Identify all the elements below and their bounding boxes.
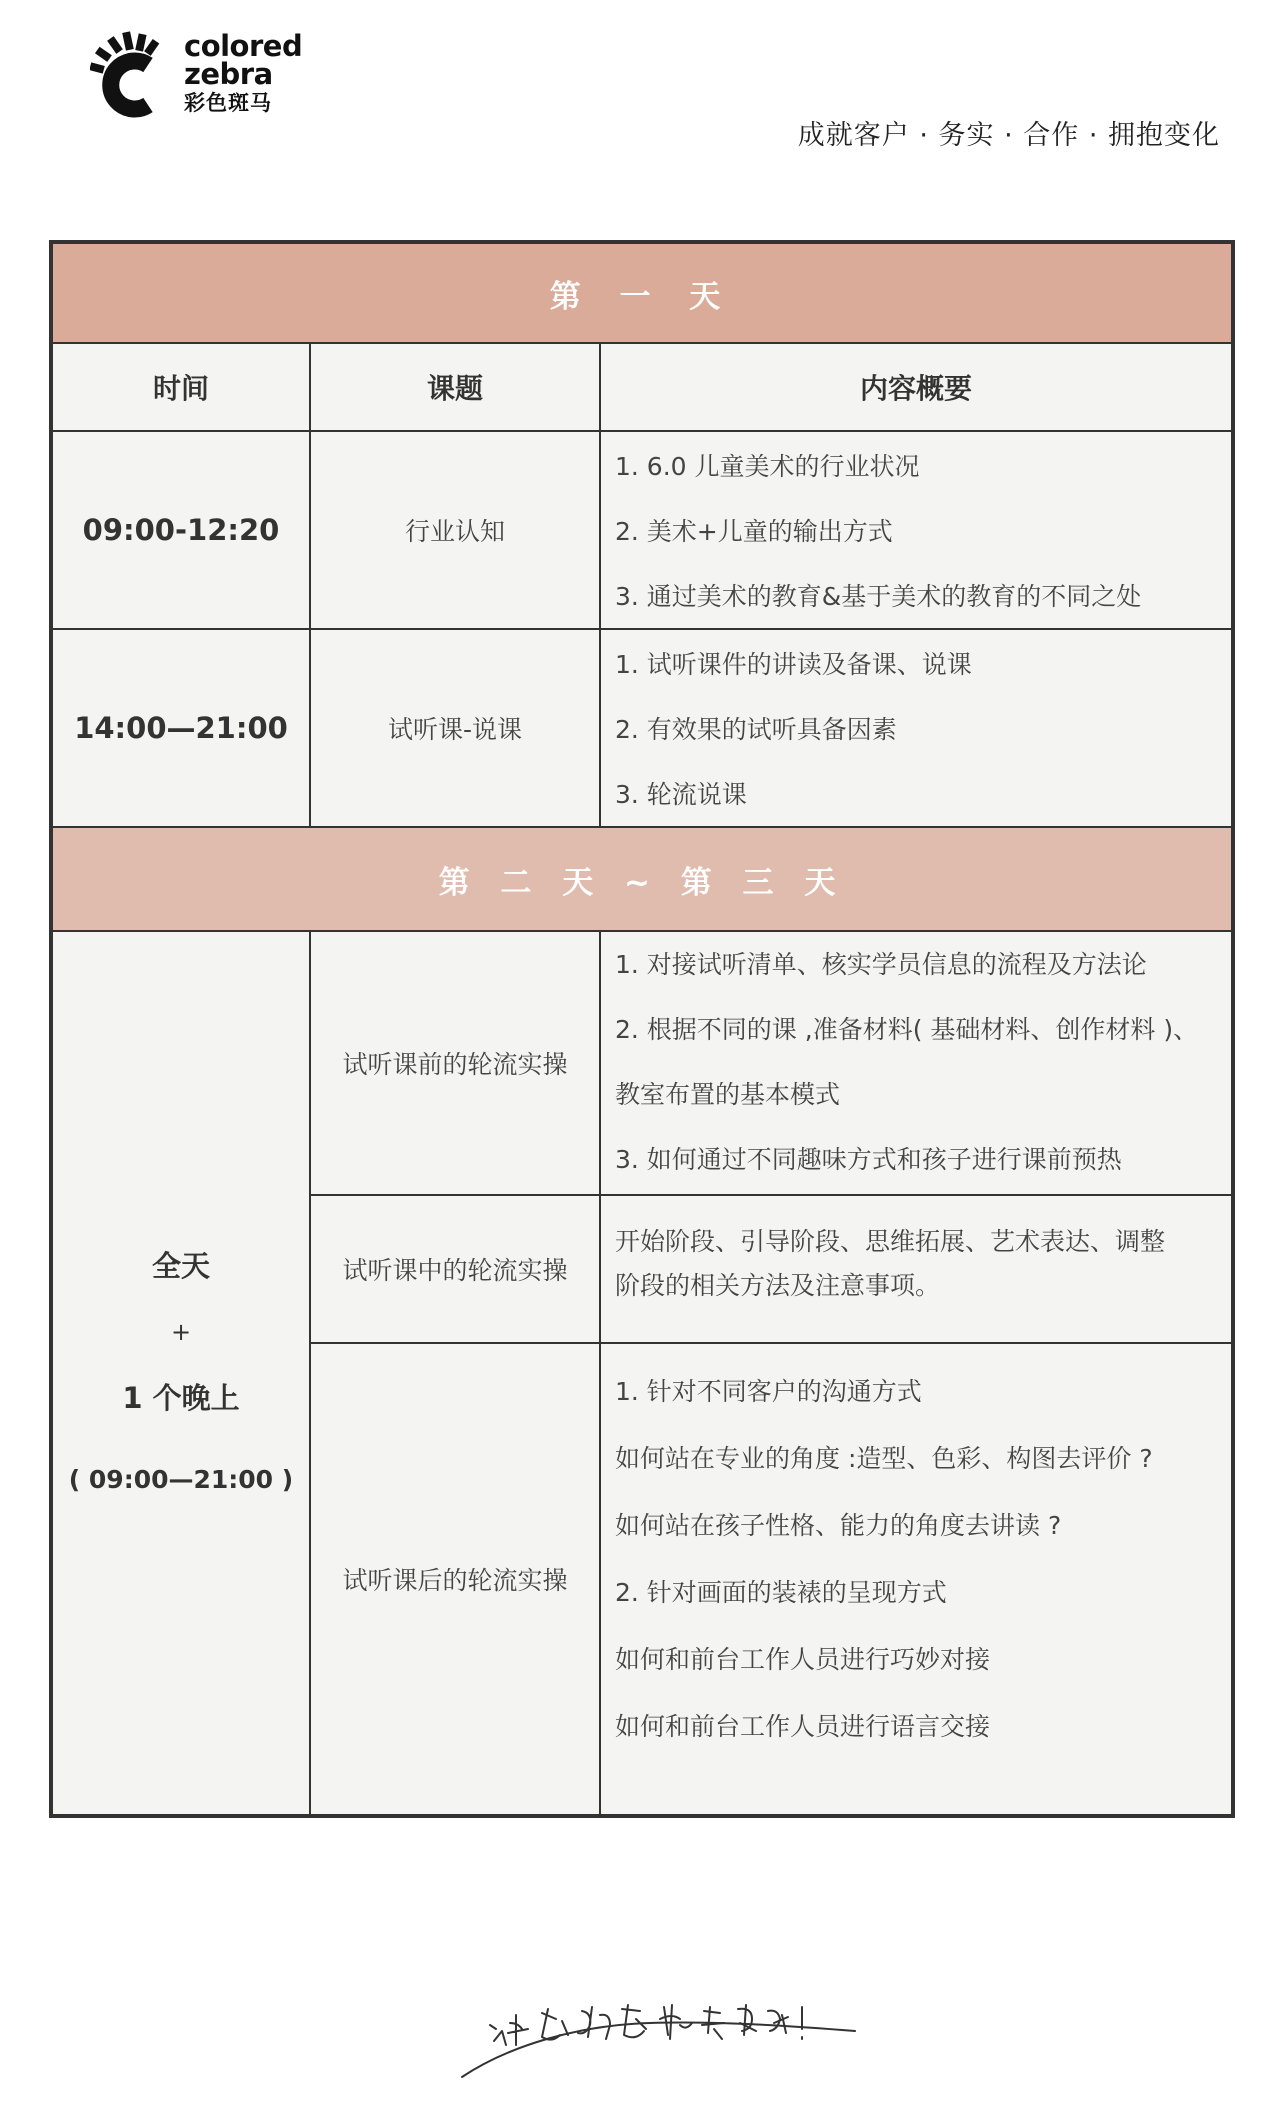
day23-header <box>51 826 1233 932</box>
content-list <box>615 434 1217 629</box>
table-row-content <box>599 628 1233 828</box>
allday-plus: + <box>170 1318 192 1346</box>
day1-title: 第 一 天 <box>549 278 735 315</box>
content-list <box>615 932 1217 1192</box>
column-header-label: 内容概要 <box>859 372 972 405</box>
topic-value: 试听课前的轮流实操 <box>342 1050 568 1079</box>
list-item: 2. 美术+儿童的输出方式 <box>615 517 893 546</box>
table-row-topic <box>309 430 601 630</box>
table-row-content <box>599 1342 1233 1816</box>
list-item: 2. 根据不同的课 ,准备材料( 基础材料、创作材料 )、 <box>615 1015 1199 1044</box>
column-header-label: 时间 <box>152 372 209 405</box>
table-row-topic <box>309 1194 601 1344</box>
topic-value: 试听课-说课 <box>387 715 523 744</box>
column-header-time <box>51 342 311 432</box>
list-item: 2. 有效果的试听具备因素 <box>615 715 897 744</box>
brand-logo <box>90 29 303 130</box>
time-value: 09:00-12:20 <box>82 513 280 547</box>
topic-value: 行业认知 <box>404 517 505 546</box>
paragraph-line: 开始阶段、引导阶段、思维拓展、艺术表达、调整 <box>615 1227 1166 1256</box>
allday-evening: 1 个晚上 <box>122 1381 240 1415</box>
list-item: 2. 针对画面的装裱的呈现方式 <box>615 1578 947 1607</box>
time-value: 14:00—21:00 <box>74 711 288 745</box>
column-header-label: 课题 <box>426 372 483 405</box>
slogan: 成就客户 · 务实 · 合作 · 拥抱变化 <box>797 120 1220 151</box>
column-header-topic <box>309 342 601 432</box>
list-item: 1. 对接试听清单、核实学员信息的流程及方法论 <box>615 950 1147 979</box>
allday-label: 全天 <box>151 1249 210 1283</box>
column-header-content <box>599 342 1233 432</box>
list-item: 教室布置的基本模式 <box>615 1080 841 1109</box>
brand-wordmark <box>184 29 303 118</box>
handwritten-signature <box>450 1985 860 2085</box>
list-item: 3. 轮流说课 <box>615 780 747 809</box>
content-list <box>615 1358 1217 1760</box>
allday-time-cell <box>51 930 311 1816</box>
list-item: 如何站在孩子性格、能力的角度去讲读 ? <box>615 1511 1062 1540</box>
table-row-time <box>51 628 311 828</box>
list-item: 如何和前台工作人员进行语言交接 <box>615 1712 991 1741</box>
day1-header <box>51 242 1233 344</box>
table-row-content <box>599 930 1233 1196</box>
brand-name-line1: colored <box>184 29 303 63</box>
table-row-content <box>599 1194 1233 1344</box>
brand-name-line2: zebra <box>184 57 273 91</box>
topic-value: 试听课后的轮流实操 <box>342 1566 568 1595</box>
topic-value: 试听课中的轮流实操 <box>342 1256 568 1285</box>
brand-name-cn: 彩色斑马 <box>184 91 272 115</box>
table-row-topic <box>309 1342 601 1816</box>
allday-hours: ( 09:00—21:00 ) <box>68 1465 294 1494</box>
list-item: 如何站在专业的角度 :造型、色彩、构图去评价 ? <box>615 1444 1153 1473</box>
list-item: 1. 针对不同客户的沟通方式 <box>615 1377 922 1406</box>
list-item: 3. 如何通过不同趣味方式和孩子进行课前预热 <box>615 1145 1122 1174</box>
table-row-time <box>51 430 311 630</box>
list-item: 1. 试听课件的讲读及备课、说课 <box>615 650 972 679</box>
table-row-topic <box>309 628 601 828</box>
content-paragraph <box>615 1196 1165 1308</box>
table-row-topic <box>309 930 601 1196</box>
list-item: 如何和前台工作人员进行巧妙对接 <box>615 1645 991 1674</box>
table-row-content <box>599 430 1233 630</box>
day23-title: 第 二 天 ~ 第 三 天 <box>438 864 846 901</box>
paragraph-line: 阶段的相关方法及注意事项。 <box>615 1271 941 1300</box>
list-item: 1. 6.0 儿童美术的行业状况 <box>615 452 920 481</box>
schedule-table <box>49 240 1235 1818</box>
signature-icon <box>450 1985 860 2085</box>
list-item: 3. 通过美术的教育&基于美术的教育的不同之处 <box>615 582 1142 611</box>
zebra-logo-icon <box>90 30 180 125</box>
content-list <box>615 632 1217 827</box>
